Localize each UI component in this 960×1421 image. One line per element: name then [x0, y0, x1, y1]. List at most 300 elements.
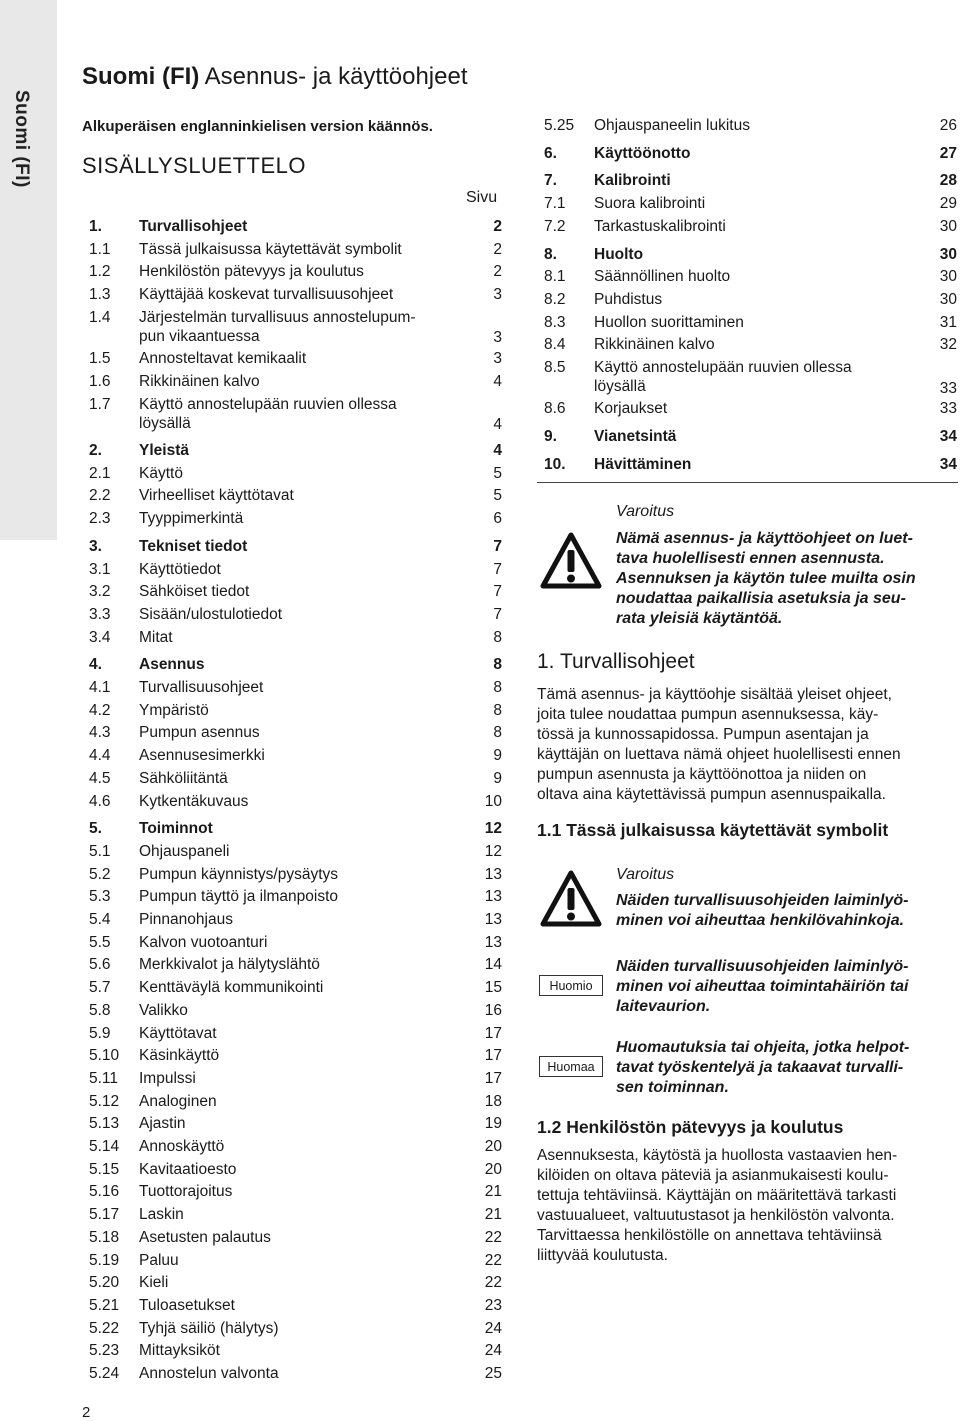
toc-entry-title [139, 978, 479, 997]
toc-entry-title-line: Pumpun asennus [139, 724, 260, 742]
toc-entry-page: 3 [493, 350, 502, 368]
toc-entry-number: 8. [544, 245, 557, 263]
toc-entry-number: 5.24 [89, 1365, 120, 1382]
toc-entry-title [594, 116, 934, 135]
toc-entry-number: 4.5 [89, 769, 111, 787]
toc-entry-number: 6. [544, 144, 557, 162]
document-title [82, 63, 468, 91]
toc-entry-number: 7.2 [544, 217, 566, 235]
toc-entry-title [594, 455, 934, 474]
toc-entry-title-line: Käyttö annostelupään ruuvien ollessa [594, 359, 852, 376]
toc-entry-number: 4.1 [89, 679, 111, 696]
toc-entry-number: 5.3 [89, 888, 111, 906]
toc-entry-title [139, 933, 479, 952]
toc-entry-title [139, 1296, 479, 1315]
toc-entry-number: 5.9 [89, 1024, 111, 1042]
toc-entry-number: 3.1 [89, 560, 111, 578]
warning-line: noudattaa paikallisia asetuksia ja seu- [616, 590, 906, 607]
toc-entry-title-line: löysällä [139, 414, 191, 432]
toc-entry-page: 7 [493, 537, 502, 555]
toc-entry-title-line: Suora kalibrointi [594, 195, 706, 213]
toc-entry-page: 17 [484, 1069, 502, 1087]
toc-entry-title-line: Laskin [139, 1206, 184, 1224]
toc-entry-number: 1.4 [89, 308, 111, 326]
toc-entry-title-line: Asennusesimerkki [139, 747, 265, 765]
caution-badge: Huomio [539, 975, 603, 996]
toc-entry-number: 3.3 [89, 605, 111, 623]
toc-entry-title [594, 245, 934, 264]
toc-entry-page: 7 [493, 560, 502, 578]
toc-entry-title [139, 1364, 479, 1383]
toc-entry-page: 7 [493, 605, 502, 623]
toc-entry-page: 17 [484, 1024, 502, 1042]
toc-entry-page: 30 [939, 290, 957, 308]
toc-entry-title [594, 171, 934, 190]
body-line: liittyvää koulutusta. [537, 1247, 668, 1264]
toc-entry-title [139, 678, 479, 697]
toc-entry-number: 5.4 [89, 911, 111, 928]
toc-entry-title [139, 1182, 479, 1201]
toc-entry-title-line: Mittayksiköt [139, 1342, 220, 1360]
warning-line: Näiden turvallisuusohjeiden laiminlyö- [616, 892, 909, 909]
toc-entry-title [139, 1001, 479, 1020]
toc-entry-page: 8 [493, 656, 502, 674]
section-body [537, 1146, 957, 1266]
toc-entry-title-line: Analoginen [139, 1092, 217, 1110]
toc-entry-title-line: Tuottorajoitus [139, 1183, 233, 1201]
toc-entry-title-line: Mitat [139, 628, 173, 646]
toc-entry-title [139, 1046, 479, 1065]
body-line: Asennuksesta, käytöstä ja huollosta vastaavien hen- [537, 1147, 898, 1164]
toc-entry-title-line: Turvallisuusohjeet [139, 679, 264, 696]
body-line: kilöiden on oltava päteviä ja asianmukaisesti koulu- [537, 1167, 889, 1184]
warning-line: Nämä asennus- ja käyttöohjeet on luet- [616, 530, 913, 547]
toc-entry-number: 5.6 [89, 956, 111, 974]
toc-entry-title-line: Valikko [139, 1001, 188, 1019]
toc-entry-title-line: Ohjauspaneli [139, 842, 230, 860]
toc-entry-page: 8 [493, 724, 502, 742]
note-line: sen toiminnan. [616, 1079, 729, 1096]
toc-entry-title-line: Kieli [139, 1274, 169, 1292]
body-line: pumpun asennusta ja käyttöönottoa ja niiden on [537, 766, 867, 783]
toc-entry-title-line: Säännöllinen huolto [594, 268, 731, 286]
side-tab [0, 0, 57, 540]
toc-entry-title-line: Tässä julkaisussa käytettävät symbolit [139, 240, 402, 258]
toc-entry-page: 14 [484, 956, 502, 974]
toc-entry-page: 33 [939, 400, 957, 418]
warning-line: rata yleisiä käytäntöä. [616, 610, 783, 627]
body-line: tössä ja kunnossapidossa. Pumpun asentajan ja [537, 726, 869, 743]
toc-entry-title-line: Kytkentäkuvaus [139, 792, 249, 810]
toc-entry-title [594, 335, 934, 354]
toc-entry-title [139, 746, 479, 765]
toc-entry-title-line: Ohjauspaneelin lukitus [594, 117, 750, 134]
body-line: käyttäjän on luettava nämä ohjeet huolellisesti ennen [537, 746, 901, 763]
toc-entry-title [139, 464, 479, 483]
toc-entry-title-line: Käyttö [139, 464, 183, 482]
toc-entry-number: 5.5 [89, 933, 111, 951]
toc-entry-title-line: Paluu [139, 1251, 179, 1269]
toc-entry-title-line: Pinnanohjaus [139, 911, 233, 928]
toc-entry-title [139, 955, 479, 974]
toc-entry-page: 15 [484, 979, 502, 997]
toc-entry-number: 8.3 [544, 313, 566, 331]
toc-entry-page: 12 [484, 820, 502, 838]
toc-entry-page: 4 [493, 442, 502, 459]
toc-entry-number: 9. [544, 428, 557, 446]
toc-entry-number: 4.6 [89, 792, 111, 810]
toc-entry-title [139, 1205, 479, 1224]
toc-entry-title [139, 1341, 479, 1360]
toc-entry-title [139, 372, 479, 391]
toc-entry-number: 1.3 [89, 286, 111, 304]
toc-entry-number: 3.2 [89, 583, 111, 601]
toc-entry-page: 8 [493, 701, 502, 719]
toc-entry-page: 4 [493, 372, 502, 390]
toc-entry-title-line: Impulssi [139, 1069, 196, 1087]
toc-entry-page: 28 [939, 172, 957, 190]
side-tab-label: Suomi (FI) [11, 90, 32, 188]
toc-entry-title-line: löysällä [594, 378, 646, 395]
toc-entry-title-line: Ympäristö [139, 701, 209, 719]
toc-entry-title [139, 285, 479, 304]
toc-entry-title-line: Puhdistus [594, 290, 663, 308]
toc-entry-number: 2.1 [89, 464, 111, 482]
toc-entry-page: 25 [484, 1365, 502, 1382]
toc-entry-title-line: Kavitaatioesto [139, 1160, 237, 1178]
note-text [616, 1038, 956, 1098]
toc-entry-title [139, 537, 479, 556]
toc-entry-title-line: Hävittäminen [594, 455, 692, 473]
toc-entry-number: 5.8 [89, 1001, 111, 1019]
toc-entry-title-line: Tekniset tiedot [139, 537, 248, 555]
toc-entry-title-line: Annoskäyttö [139, 1138, 225, 1155]
toc-entry-page: 2 [493, 263, 502, 281]
toc-entry-title-line: Kenttäväylä kommunikointi [139, 979, 324, 997]
note-line: tavat työskentelyä ja takaavat turvalli- [616, 1059, 904, 1076]
toc-entry-number: 4. [89, 656, 102, 674]
toc-entry-page: 3 [493, 329, 502, 347]
toc-entry-title [594, 290, 934, 309]
body-line: oltava aina käytettävissä pumpun asennuspaikalla. [537, 786, 886, 803]
section-heading: 1. Turvallisohjeet [537, 650, 695, 673]
toc-entry-number: 1. [89, 218, 102, 235]
toc-entry-title [594, 313, 934, 332]
toc-entry-page: 24 [484, 1342, 502, 1360]
toc-entry-title-line: Pumpun käynnistys/pysäytys [139, 865, 339, 883]
toc-entry-title [139, 605, 479, 624]
toc-entry-page: 20 [484, 1160, 502, 1178]
toc-entry-number: 5.18 [89, 1228, 120, 1246]
toc-entry-title-line: Asetusten palautus [139, 1228, 271, 1246]
toc-entry-title-line: Käyttäjää koskevat turvallisuusohjeet [139, 286, 394, 304]
toc-entry-number: 2.2 [89, 487, 111, 505]
body-line: Tarvittaessa henkilöstölle on annettava tehtäviinsä [537, 1227, 882, 1244]
toc-entry-number: 5.21 [89, 1296, 120, 1314]
toc-entry-title [139, 308, 479, 346]
subsection-heading: 1.1 Tässä julkaisussa käytettävät symbolit [537, 820, 889, 840]
toc-entry-number: 5.10 [89, 1047, 120, 1065]
toc-entry-number: 3.4 [89, 628, 111, 646]
toc-entry-page: 13 [484, 865, 502, 883]
toc-entry-page: 29 [939, 195, 957, 213]
toc-entry-title [139, 1092, 479, 1111]
toc-entry-title [139, 723, 479, 742]
toc-entry-page: 2 [493, 218, 502, 235]
toc-entry-number: 7. [544, 172, 557, 190]
toc-entry-number: 1.7 [89, 395, 111, 413]
toc-entry-title-line: Sähköiset tiedot [139, 583, 250, 601]
toc-entry-title [139, 887, 479, 906]
toc-entry-page: 32 [939, 336, 957, 354]
toc-entry-page: 18 [484, 1092, 502, 1110]
toc-entry-page: 8 [493, 628, 502, 646]
toc-entry-title-line: Käyttöönotto [594, 144, 691, 162]
toc-entry-page: 33 [939, 379, 957, 397]
toc-entry-page: 24 [484, 1319, 502, 1337]
toc-entry-page: 8 [493, 679, 502, 696]
toc-entry-title [139, 1069, 479, 1088]
toc-entry-page: 34 [939, 455, 957, 473]
toc-entry-number: 1.2 [89, 263, 111, 281]
toc-entry-title-line: Tyhjä säiliö (hälytys) [139, 1319, 279, 1337]
title-rest: Asennus- ja käyttöohjeet [199, 63, 468, 90]
toc-entry-page: 30 [939, 268, 957, 286]
body-line: tettuja tehtäviinsä. Käyttäjän on määritettävä tarkasti [537, 1187, 897, 1204]
toc-entry-title [139, 819, 479, 838]
toc-entry-number: 5.19 [89, 1251, 120, 1269]
warning-line: minen voi aiheuttaa henkilövahinkoja. [616, 912, 905, 929]
toc-entry-page: 27 [939, 144, 957, 162]
toc-entry-page: 6 [493, 510, 502, 528]
toc-entry-page: 22 [484, 1228, 502, 1246]
toc-entry-title-line: Käyttötiedot [139, 560, 221, 578]
toc-entry-title [594, 267, 934, 286]
toc-entry-number: 7.1 [544, 195, 566, 213]
toc-entry-page: 12 [484, 842, 502, 860]
toc-entry-title [139, 655, 479, 674]
toc-entry-page: 4 [493, 416, 502, 434]
toc-entry-title-line: Annostelun valvonta [139, 1365, 279, 1382]
toc-entry-title-line: Sisään/ulostulotiedot [139, 605, 283, 623]
toc-entry-number: 4.4 [89, 747, 111, 765]
warning-line: tava huolellisesti ennen asennusta. [616, 550, 885, 567]
body-line: vastuualueet, valtuutustasot ja henkilöstön valvonta. [537, 1207, 895, 1224]
toc-entry-title [139, 486, 479, 505]
toc-entry-page: 9 [493, 769, 502, 787]
toc-entry-number: 5.2 [89, 865, 111, 883]
toc-entry-title-line: Yleistä [139, 442, 189, 459]
toc-entry-title-line: Sähköliitäntä [139, 769, 228, 787]
toc-entry-title [139, 1114, 479, 1133]
warning-text [616, 891, 956, 931]
caution-line: minen voi aiheuttaa toimintahäiriön tai [616, 978, 909, 995]
toc-entry-page: 20 [484, 1138, 502, 1155]
toc-entry-page: 10 [484, 792, 502, 810]
toc-entry-title-line: Asennus [139, 656, 205, 674]
toc-entry-number: 3. [89, 537, 102, 555]
toc-entry-title-line: Tarkastuskalibrointi [594, 217, 726, 235]
toc-entry-title-line: pun vikaantuessa [139, 327, 260, 345]
toc-entry-page: 13 [484, 888, 502, 906]
toc-entry-page: 34 [939, 428, 957, 446]
toc-entry-title [139, 1137, 479, 1156]
toc-entry-page: 21 [484, 1183, 502, 1201]
toc-entry-number: 5.15 [89, 1160, 120, 1178]
page-column-label: Sivu [466, 189, 498, 206]
toc-entry-title-line: Tyyppimerkintä [139, 510, 244, 528]
toc-entry-title [594, 217, 934, 236]
toc-entry-title [139, 441, 479, 460]
toc-entry-page: 2 [493, 240, 502, 258]
toc-entry-title [139, 560, 479, 579]
toc-entry-title-line: Rikkinäinen kalvo [139, 372, 260, 390]
toc-entry-title [139, 1228, 479, 1247]
toc-entry-title-line: Huolto [594, 245, 644, 263]
toc-entry-number: 1.5 [89, 350, 111, 368]
warning-triangle-icon [540, 870, 602, 928]
note-line: Huomautuksia tai ohjeita, jotka helpot- [616, 1039, 910, 1056]
toc-entry-page: 23 [484, 1296, 502, 1314]
toc-entry-page: 30 [939, 245, 957, 263]
toc-entry-title [139, 1273, 479, 1292]
toc-entry-title [139, 701, 479, 720]
toc-entry-page: 13 [484, 933, 502, 951]
toc-entry-title [139, 842, 479, 861]
toc-entry-number: 10. [544, 455, 566, 473]
toc-entry-title-line: Turvallisohjeet [139, 218, 248, 235]
body-line: joita tulee noudattaa pumpun asennuksessa, käy- [537, 706, 879, 723]
toc-entry-number: 8.6 [544, 400, 566, 418]
toc-entry-number: 8.1 [544, 268, 566, 286]
note-badge: Huomaa [539, 1056, 603, 1077]
toc-entry-page: 19 [484, 1115, 502, 1133]
toc-entry-page: 9 [493, 747, 502, 765]
toc-entry-title-line: Järjestelmän turvallisuus annostelupum- [139, 308, 416, 326]
toc-entry-page: 5 [493, 464, 502, 482]
toc-entry-title [139, 509, 479, 528]
toc-entry-page: 30 [939, 217, 957, 235]
toc-entry-number: 5.16 [89, 1183, 120, 1201]
toc-entry-title-line: Virheelliset käyttötavat [139, 487, 294, 505]
title-language: Suomi (FI) [82, 63, 200, 90]
toc-entry-title-line: Vianetsintä [594, 428, 677, 446]
toc-entry-page: 13 [484, 911, 502, 928]
warning-triangle-icon [540, 532, 602, 590]
translation-note: Alkuperäisen englanninkielisen version käännös. [82, 118, 433, 135]
toc-entry-number: 5.25 [544, 117, 575, 134]
toc-entry-title [139, 628, 479, 647]
toc-entry-title-line: Rikkinäinen kalvo [594, 336, 715, 354]
toc-entry-title-line: Kalvon vuotoanturi [139, 933, 268, 951]
toc-entry-page: 22 [484, 1251, 502, 1269]
caution-line: Näiden turvallisuusohjeiden laiminlyö- [616, 958, 909, 975]
toc-entry-title [139, 1160, 479, 1179]
warning-line: Asennuksen ja käytön tulee muilta osin [616, 570, 916, 587]
toc-entry-title [594, 358, 934, 396]
toc-entry-page: 7 [493, 583, 502, 601]
toc-entry-number: 4.2 [89, 701, 111, 719]
toc-entry-number: 1.6 [89, 372, 111, 390]
toc-entry-title-line: Kalibrointi [594, 172, 671, 190]
toc-entry-number: 2. [89, 442, 102, 459]
toc-entry-title [139, 1319, 479, 1338]
toc-entry-page: 3 [493, 286, 502, 304]
toc-entry-number: 5.23 [89, 1342, 120, 1360]
subsection-heading: 1.2 Henkilöstön pätevyys ja koulutus [537, 1117, 844, 1137]
toc-entry-number: 5.11 [89, 1069, 119, 1087]
toc-entry-title [594, 427, 934, 446]
toc-entry-number: 4.3 [89, 724, 111, 742]
toc-entry-number: 1.1 [89, 240, 111, 258]
toc-entry-title-line: Käyttötavat [139, 1024, 217, 1042]
divider [537, 482, 958, 483]
caution-line: laitevaurion. [616, 998, 711, 1015]
toc-entry-page: 17 [484, 1047, 502, 1065]
toc-entry-title-line: Henkilöstön pätevyys ja koulutus [139, 263, 364, 281]
toc-entry-title-line: Tuloasetukset [139, 1296, 235, 1314]
toc-entry-page: 21 [484, 1206, 502, 1224]
toc-entry-number: 5.7 [89, 979, 111, 997]
toc-entry-number: 5.17 [89, 1206, 120, 1224]
toc-entry-title [594, 144, 934, 163]
toc-entry-title [139, 865, 479, 884]
toc-entry-title [139, 769, 479, 788]
toc-entry-number: 5.12 [89, 1092, 120, 1110]
warning-text [616, 529, 956, 629]
warning-label: Varoitus [616, 503, 675, 520]
toc-entry-number: 5.1 [89, 842, 111, 860]
toc-entry-title-line: Käsinkäyttö [139, 1047, 220, 1065]
toc-entry-title-line: Annosteltavat kemikaalit [139, 350, 307, 368]
toc-entry-number: 2.3 [89, 510, 111, 528]
toc-entry-title-line: Toiminnot [139, 820, 213, 838]
toc-entry-page: 22 [484, 1274, 502, 1292]
toc-entry-title-line: Pumpun täyttö ja ilmanpoisto [139, 888, 339, 906]
toc-entry-title-line: Korjaukset [594, 400, 668, 418]
toc-entry-title-line: Merkkivalot ja hälytyslähtö [139, 956, 320, 974]
toc-entry-number: 8.5 [544, 359, 566, 376]
warning-label: Varoitus [616, 866, 675, 883]
toc-entry-title [594, 194, 934, 213]
toc-entry-title [139, 240, 479, 259]
caution-text [616, 957, 956, 1017]
toc-entry-page: 26 [939, 117, 957, 134]
toc-entry-page: 5 [493, 487, 502, 505]
body-line: Tämä asennus- ja käyttöohje sisältää yleiset ohjeet, [537, 686, 892, 703]
section-body [537, 685, 957, 805]
toc-entry-number: 8.4 [544, 336, 566, 354]
toc-entry-title-line: Ajastin [139, 1115, 186, 1133]
toc-entry-title-line: Huollon suorittaminen [594, 313, 744, 331]
toc-entry-number: 5.14 [89, 1138, 120, 1155]
toc-entry-page: 16 [484, 1001, 502, 1019]
toc-entry-title [139, 1251, 479, 1270]
toc-entry-number: 5.13 [89, 1115, 120, 1133]
toc-entry-title-line: Käyttö annostelupään ruuvien ollessa [139, 395, 397, 413]
toc-entry-title [139, 349, 479, 368]
toc-entry-title [139, 262, 479, 281]
toc-entry-title [139, 910, 479, 929]
toc-entry-title [139, 1024, 479, 1043]
toc-entry-page: 31 [939, 313, 957, 331]
toc-entry-number: 5. [89, 820, 102, 838]
toc-entry-number: 8.2 [544, 290, 566, 308]
toc-entry-title [594, 399, 934, 418]
toc-entry-title [139, 582, 479, 601]
toc-entry-number: 5.22 [89, 1319, 120, 1337]
toc-entry-number: 5.20 [89, 1274, 120, 1292]
